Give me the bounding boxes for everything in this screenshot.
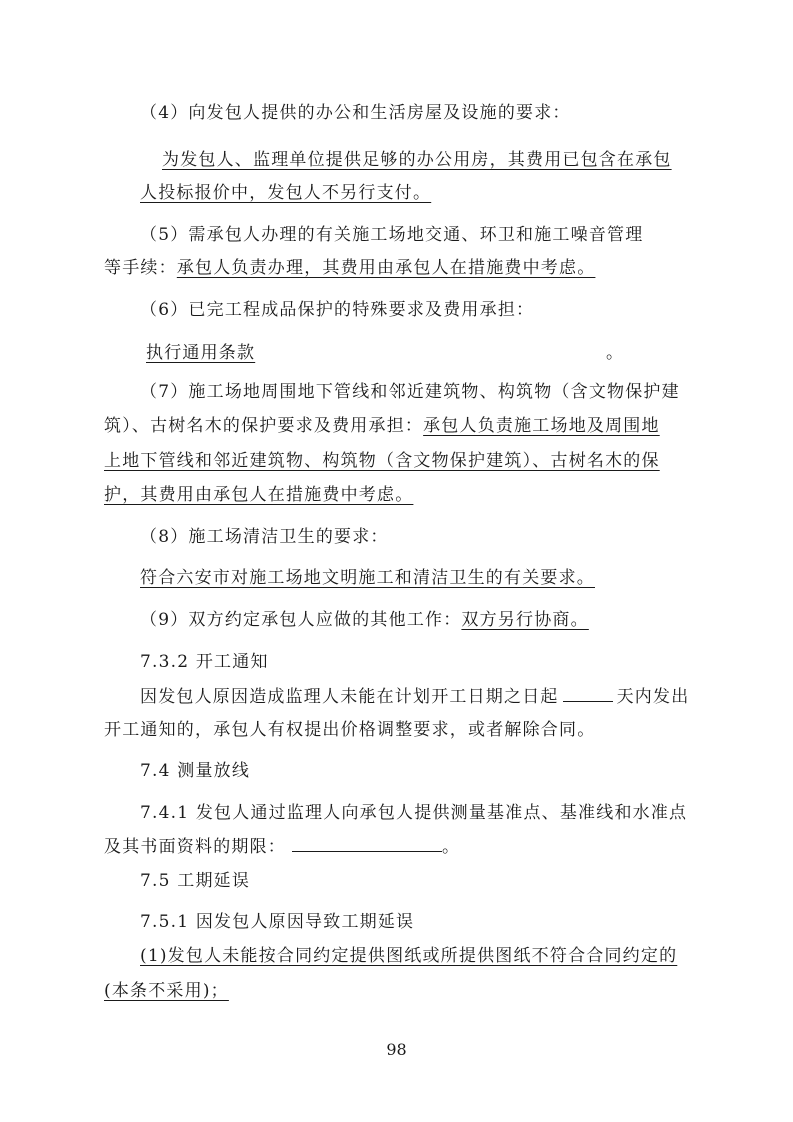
item-5-heading: （5）需承包人办理的有关施工场地交通、环卫和施工噪音管理: [140, 225, 644, 245]
para-text-a: 因发包人原因造成监理人未能在计划开工日期之日起: [140, 687, 559, 707]
item-6-answer: 执行通用条款: [146, 343, 256, 363]
deadline-label: 及其书面资料的期限：: [104, 837, 286, 857]
item-6-heading: （6）已完工程成品保护的特殊要求及费用承担：: [140, 300, 535, 320]
item-9-answer: 双方另行协商。: [461, 610, 589, 630]
item-4-answer-line-1: [140, 149, 672, 171]
item-9-line: [140, 609, 589, 631]
item-5-prefix: 等手续：: [104, 258, 177, 278]
section-7-4-title: 7.4 测量放线: [140, 761, 251, 781]
item-7-answer-1: 承包人负责施工场地及周围地: [423, 416, 660, 436]
item-7-line-2: [104, 415, 660, 437]
para-text-b: 天内发出: [616, 687, 690, 707]
item-5-answer: 承包人负责办理，其费用由承包人在措施费中考虑。: [176, 258, 596, 278]
clause-1-line-1: (1)发包人未能按合同约定提供图纸或所提供图纸不符合合同约定的: [140, 946, 678, 966]
section-7-5-1-title: 7.5.1 因发包人原因导致工期延误: [140, 912, 415, 932]
item-4-heading: （4）向发包人提供的办公和生活房屋及设施的要求：: [140, 103, 571, 123]
clause-1-line-2: (本条不采用)；: [104, 981, 229, 1001]
deadline-end: 。: [442, 837, 461, 857]
days-blank: [563, 685, 613, 702]
item-7-heading: （7）施工场地周围地下管线和邻近建筑物、构筑物（含文物保护建: [140, 382, 680, 402]
item-6-answer-line: [140, 342, 624, 364]
item-7-prefix: 筑）、古树名木的保护要求及费用承担：: [104, 416, 424, 436]
deadline-blank: [292, 835, 442, 852]
section-7-5-title: 7.5 工期延误: [140, 871, 251, 891]
section-7-4-1-para-2: [104, 835, 460, 858]
item-7-answer-3: 护，其费用由承包人在措施费中考虑。: [104, 485, 414, 505]
item-4-answer-text-1: 为发包人、监理单位提供足够的办公用房，其费用已包含在承包: [162, 150, 672, 170]
section-7-4-1-para-1: 7.4.1 发包人通过监理人向承包人提供测量基准点、基准线和水准点: [140, 803, 688, 823]
item-5-line-2: [104, 257, 595, 279]
item-7-answer-2: 上地下管线和邻近建筑物、构筑物（含文物保护建筑）、古树名木的保: [104, 451, 660, 471]
item-6-end: 。: [606, 343, 625, 363]
section-7-3-2-title: 7.3.2 开工通知: [140, 652, 269, 672]
section-7-3-2-para-1: [140, 685, 689, 708]
page-number: 98: [386, 1040, 407, 1059]
item-9-prefix: （9）双方约定承包人应做的其他工作：: [140, 610, 462, 630]
item-4-answer-line-2: 人投标报价中，发包人不另行支付。: [140, 183, 432, 203]
item-8-answer: 符合六安市对施工场地文明施工和清洁卫生的有关要求。: [140, 568, 595, 588]
item-8-heading: （8）施工场清洁卫生的要求：: [140, 527, 389, 547]
section-7-3-2-para-2: 开工通知的，承包人有权提出价格调整要求，或者解除合同。: [104, 720, 596, 740]
